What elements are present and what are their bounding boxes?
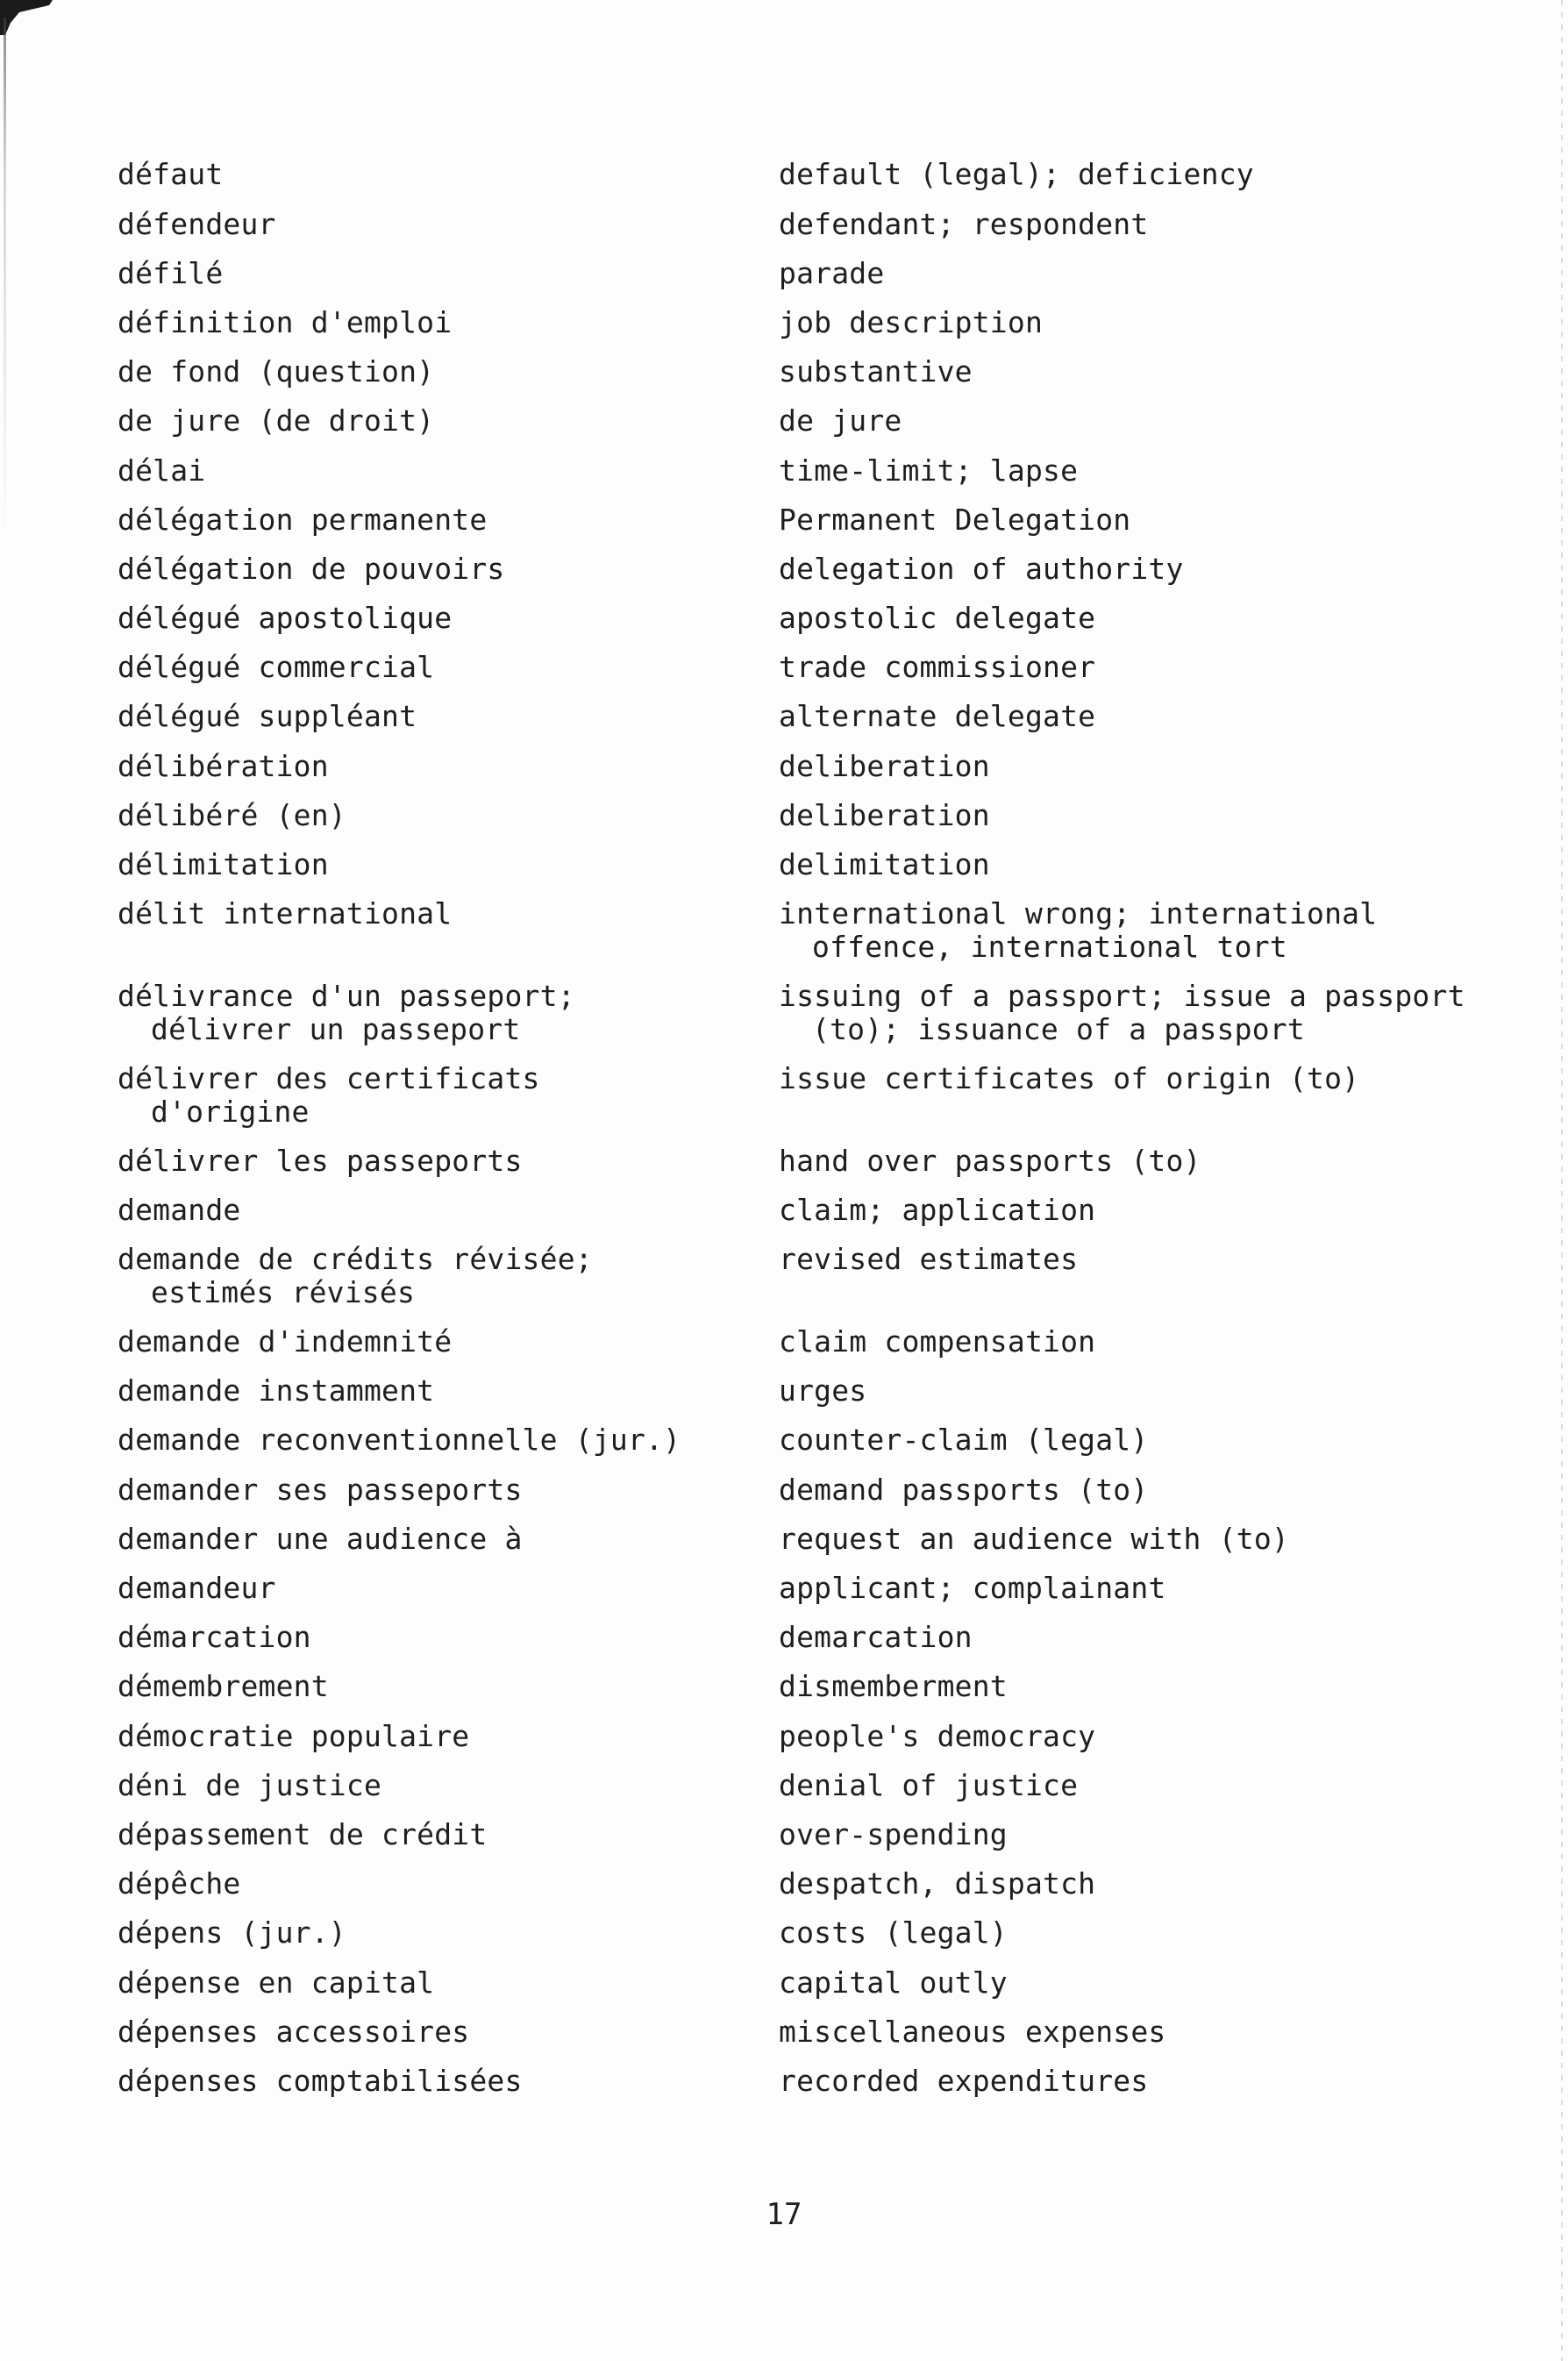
term-line: démarcation	[118, 1620, 311, 1654]
term-line: parade	[779, 256, 885, 290]
term-line: demande d'indemnité	[118, 1324, 453, 1359]
french-term	[118, 553, 749, 586]
french-term	[118, 750, 749, 783]
term-line: défaut	[118, 157, 224, 191]
french-term	[118, 1966, 749, 2000]
term-line: urges	[779, 1373, 867, 1408]
term-line: trade commissioner	[779, 650, 1096, 684]
french-term	[118, 1325, 749, 1359]
term-line: démembrement	[118, 1669, 329, 1703]
french-term	[118, 1473, 749, 1507]
english-term	[779, 1670, 1550, 1703]
term-line: applicant; complainant	[779, 1571, 1166, 1605]
term-line: définition d'emploi	[118, 305, 453, 339]
term-line: job description	[779, 305, 1044, 339]
french-term	[118, 799, 749, 832]
term-line: over-spending	[779, 1817, 1008, 1851]
english-term	[779, 1621, 1550, 1654]
term-line: claim compensation	[779, 1324, 1096, 1359]
english-term	[779, 1473, 1550, 1507]
english-term	[779, 1423, 1550, 1457]
french-term	[118, 848, 749, 881]
english-term	[779, 1769, 1550, 1802]
term-line: delimitation	[779, 847, 990, 881]
french-term	[118, 1818, 749, 1851]
english-term	[779, 1523, 1550, 1556]
term-line: délit international	[118, 896, 453, 931]
term-line: costs (legal)	[779, 1915, 1008, 1950]
french-term	[118, 700, 749, 733]
term-continuation-line: délivrer un passeport	[151, 1012, 521, 1046]
french-term	[118, 1621, 749, 1654]
english-term	[779, 897, 1550, 964]
term-line: deliberation	[779, 749, 990, 783]
term-line: hand over passports (to)	[779, 1144, 1201, 1178]
english-term	[779, 799, 1550, 832]
english-term	[779, 980, 1550, 1046]
french-term	[118, 1670, 749, 1703]
term-line: de jure	[779, 403, 902, 438]
term-line: alternate delegate	[779, 699, 1096, 733]
english-term	[779, 2015, 1550, 2049]
english-term	[779, 1867, 1550, 1901]
french-term	[118, 1769, 749, 1802]
term-line: délibération	[118, 749, 329, 783]
french-term	[118, 208, 749, 241]
term-line: délivrance d'un passeport;	[118, 979, 575, 1013]
term-line: demand passports (to)	[779, 1473, 1149, 1507]
term-line: claim; application	[779, 1193, 1096, 1227]
french-term	[118, 1916, 749, 1950]
english-term	[779, 848, 1550, 881]
english-term	[779, 553, 1550, 586]
english-term	[779, 1145, 1550, 1178]
term-line: dépenses comptabilisées	[118, 2064, 523, 2098]
english-term	[779, 208, 1550, 241]
french-term	[118, 306, 749, 339]
term-line: délivrer les passeports	[118, 1144, 523, 1178]
term-line: demander ses passeports	[118, 1473, 523, 1507]
french-term	[118, 158, 749, 191]
term-line: demande de crédits révisée;	[118, 1242, 593, 1276]
term-line: demande instamment	[118, 1373, 435, 1408]
english-term	[779, 1966, 1550, 2000]
term-line: defendant; respondent	[779, 207, 1149, 241]
term-line: délégation permanente	[118, 503, 488, 537]
french-term	[118, 355, 749, 389]
french-term	[118, 1243, 749, 1309]
term-line: miscellaneous expenses	[779, 2015, 1166, 2049]
term-line: substantive	[779, 354, 973, 389]
term-line: people's democracy	[779, 1719, 1096, 1753]
term-line: international wrong; international	[779, 896, 1378, 931]
english-term	[779, 1374, 1550, 1408]
term-line: demarcation	[779, 1620, 973, 1654]
term-line: demande	[118, 1193, 241, 1227]
french-term	[118, 1194, 749, 1227]
term-line: deliberation	[779, 798, 990, 832]
term-line: demandeur	[118, 1571, 276, 1605]
english-term	[779, 1062, 1550, 1095]
french-term	[118, 897, 749, 931]
term-line: apostolic delegate	[779, 601, 1096, 635]
english-term	[779, 700, 1550, 733]
english-term	[779, 651, 1550, 684]
french-term	[118, 454, 749, 488]
term-line: délégué commercial	[118, 650, 435, 684]
term-line: denial of justice	[779, 1768, 1079, 1802]
english-term	[779, 1243, 1550, 1276]
french-term	[118, 1374, 749, 1408]
english-term	[779, 750, 1550, 783]
term-line: demander une audience à	[118, 1522, 523, 1556]
french-term	[118, 651, 749, 684]
english-term	[779, 503, 1550, 537]
term-line: dépassement de crédit	[118, 1817, 488, 1851]
french-term	[118, 2015, 749, 2049]
term-line: issuing of a passport; issue a passport	[779, 979, 1465, 1013]
french-term	[118, 257, 749, 290]
term-line: dépens (jur.)	[118, 1915, 346, 1950]
term-line: défilé	[118, 256, 224, 290]
term-line: délimitation	[118, 847, 329, 881]
term-line: revised estimates	[779, 1242, 1079, 1276]
term-continuation-line: d'origine	[151, 1095, 310, 1129]
english-term	[779, 1194, 1550, 1227]
french-term	[118, 1572, 749, 1605]
term-line: délibéré (en)	[118, 798, 346, 832]
term-line: dismemberment	[779, 1669, 1008, 1703]
french-term	[118, 2065, 749, 2098]
term-line: dépense en capital	[118, 1965, 435, 2000]
french-term	[118, 404, 749, 438]
french-term	[118, 602, 749, 635]
french-term	[118, 1867, 749, 1901]
french-term	[118, 1423, 749, 1457]
french-term	[118, 1062, 749, 1129]
english-term	[779, 158, 1550, 191]
term-line: défendeur	[118, 207, 276, 241]
term-line: déni de justice	[118, 1768, 382, 1802]
english-term	[779, 404, 1550, 438]
term-line: de jure (de droit)	[118, 403, 435, 438]
term-line: time-limit; lapse	[779, 453, 1079, 488]
term-line: démocratie populaire	[118, 1719, 470, 1753]
french-term	[118, 1523, 749, 1556]
term-line: despatch, dispatch	[779, 1866, 1096, 1901]
term-line: Permanent Delegation	[779, 503, 1131, 537]
english-term	[779, 1818, 1550, 1851]
page-number: 17	[766, 2197, 802, 2232]
english-term	[779, 1325, 1550, 1359]
term-continuation-line: (to); issuance of a passport	[812, 1012, 1305, 1046]
english-term	[779, 2065, 1550, 2098]
english-term	[779, 1572, 1550, 1605]
english-term	[779, 1720, 1550, 1753]
french-term	[118, 503, 749, 537]
term-line: délégué apostolique	[118, 601, 453, 635]
term-line: capital outly	[779, 1965, 1008, 2000]
french-term	[118, 980, 749, 1046]
term-line: recorded expenditures	[779, 2064, 1149, 2098]
term-line: délégation de pouvoirs	[118, 552, 505, 586]
term-line: issue certificates of origin (to)	[779, 1061, 1360, 1095]
term-line: de fond (question)	[118, 354, 435, 389]
term-line: dépenses accessoires	[118, 2015, 470, 2049]
english-term	[779, 306, 1550, 339]
term-line: délivrer des certificats	[118, 1061, 540, 1095]
french-term	[118, 1145, 749, 1178]
term-continuation-line: estimés révisés	[151, 1275, 416, 1309]
term-line: dépêche	[118, 1866, 241, 1901]
french-term	[118, 1720, 749, 1753]
english-term	[779, 454, 1550, 488]
term-line: counter-claim (legal)	[779, 1423, 1149, 1457]
term-line: délai	[118, 453, 206, 488]
term-line: request an audience with (to)	[779, 1522, 1289, 1556]
term-line: delegation of authority	[779, 552, 1184, 586]
english-term	[779, 1916, 1550, 1950]
english-term	[779, 257, 1550, 290]
english-term	[779, 602, 1550, 635]
term-line: default (legal); deficiency	[779, 157, 1254, 191]
term-continuation-line: offence, international tort	[812, 930, 1287, 964]
term-line: demande reconventionnelle (jur.)	[118, 1423, 681, 1457]
english-term	[779, 355, 1550, 389]
term-line: délégué suppléant	[118, 699, 417, 733]
